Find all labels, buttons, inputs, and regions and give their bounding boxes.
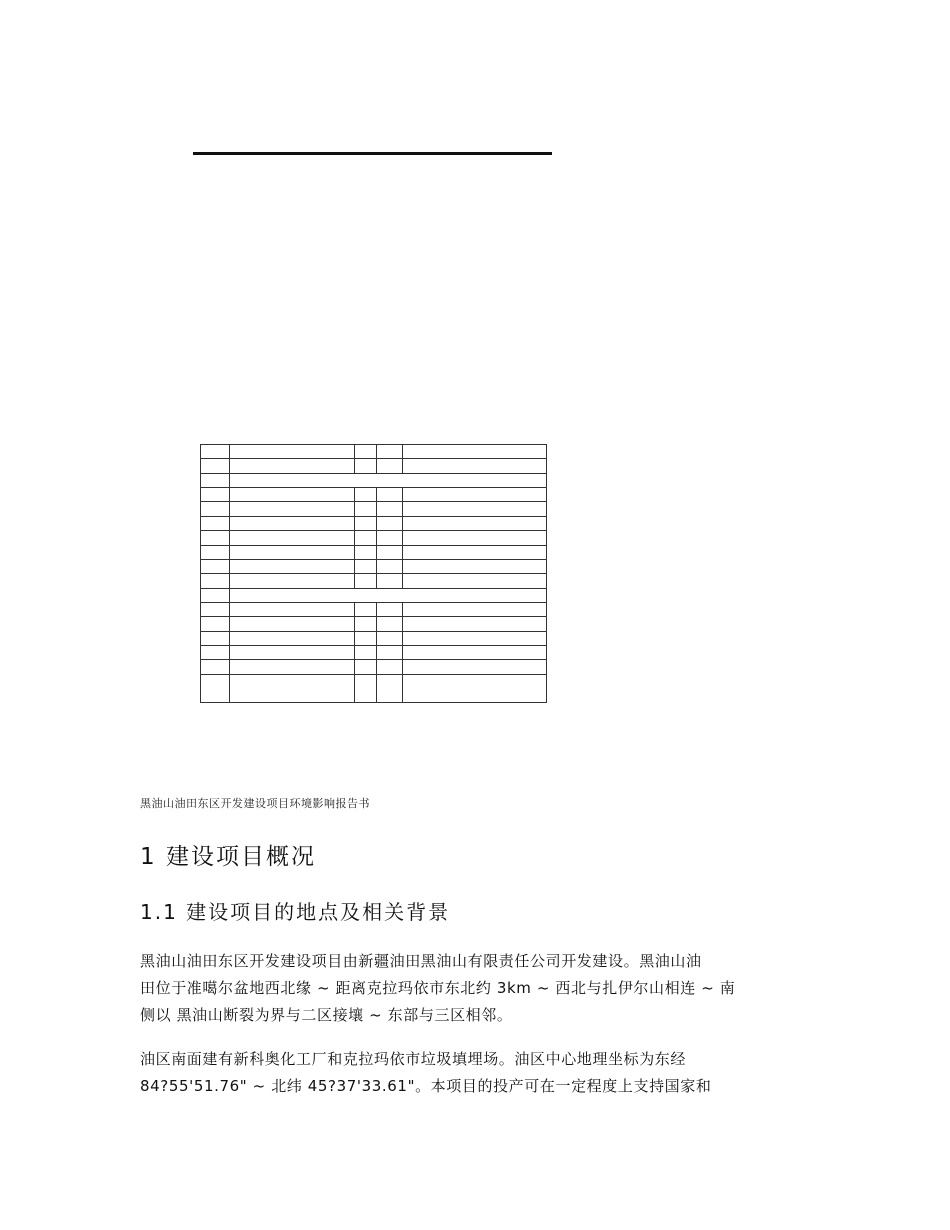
form-table-cell (230, 602, 355, 616)
form-table-row (201, 617, 547, 631)
form-table-cell (201, 660, 230, 674)
paragraph-line: 田位于准噶尔盆地西北缘 ~ 距离克拉玛依市东北约 3km ~ 西北与扎伊尔山相连 ~ 南 (140, 979, 736, 997)
form-table-cell (230, 646, 355, 660)
form-table-cell (377, 602, 403, 616)
form-table-cell (355, 459, 377, 473)
form-table-cell (377, 646, 403, 660)
form-table-cell (403, 445, 547, 459)
form-table-row (201, 445, 547, 459)
form-table-row (201, 646, 547, 660)
form-table-cell (403, 646, 547, 660)
form-table-cell (403, 459, 547, 473)
paragraph-line: 黑油山油田东区开发建设项目由新疆油田黑油山有限责任公司开发建设。黑油山油 (140, 952, 702, 970)
form-table-row (201, 488, 547, 502)
form-table-cell (201, 488, 230, 502)
form-table-cell (403, 602, 547, 616)
form-table-cell (355, 531, 377, 545)
form-table-cell (230, 617, 355, 631)
form-table-cell (403, 660, 547, 674)
form-table-cell (377, 559, 403, 573)
paragraph-location (140, 948, 812, 1029)
form-table-cell (377, 574, 403, 588)
form-table-cell (230, 545, 355, 559)
form-table-cell (403, 516, 547, 530)
form-table-body (201, 445, 547, 703)
form-table-cell (230, 574, 355, 588)
form-table-cell (377, 488, 403, 502)
form-table-cell (355, 617, 377, 631)
form-table-cell (201, 631, 230, 645)
form-table-cell (377, 445, 403, 459)
form-table-cell (355, 559, 377, 573)
form-table-row (201, 559, 547, 573)
form-table-cell (230, 559, 355, 573)
form-table-cell (201, 545, 230, 559)
form-table-cell (230, 445, 355, 459)
form-table-cell (230, 674, 355, 702)
form-table-cell (377, 631, 403, 645)
form-table-cell (201, 473, 230, 487)
form-table-cell (201, 602, 230, 616)
paragraph-line: 84?55'51.76" ~ 北纬 45?37'33.61"。本项目的投产可在一定程度上支持国家和 (140, 1077, 712, 1095)
form-table-cell (355, 602, 377, 616)
form-table-cell (355, 660, 377, 674)
title-rule (193, 152, 552, 155)
form-table-cell (355, 674, 377, 702)
form-table-cell (230, 502, 355, 516)
form-table-cell (403, 545, 547, 559)
form-table-cell (403, 531, 547, 545)
form-table-cell (355, 488, 377, 502)
chapter-heading: 1 建设项目概况 (140, 844, 316, 870)
form-table-cell (230, 488, 355, 502)
form-table-cell (403, 674, 547, 702)
form-table-cell (403, 502, 547, 516)
paragraph-line: 侧以 黑油山断裂为界与二区接壤 ~ 东部与三区相邻。 (140, 1006, 513, 1024)
form-table-cell (403, 617, 547, 631)
form-table-cell (230, 631, 355, 645)
form-table-cell (355, 445, 377, 459)
form-table-cell (230, 516, 355, 530)
form-table-cell (355, 502, 377, 516)
form-table-cell (403, 559, 547, 573)
form-table-row (201, 516, 547, 530)
form-table-cell (355, 574, 377, 588)
form-table-cell (403, 488, 547, 502)
form-table-cell (230, 660, 355, 674)
form-table-cell (377, 617, 403, 631)
form-table-cell (377, 674, 403, 702)
form-table-cell (201, 516, 230, 530)
form-table-row (201, 545, 547, 559)
form-table-row (201, 602, 547, 616)
form-table-row (201, 531, 547, 545)
running-header: 黑油山油田东区开发建设项目环境影响报告书 (140, 797, 370, 810)
form-table-cell (403, 574, 547, 588)
form-table-row (201, 459, 547, 473)
form-table-row (201, 660, 547, 674)
form-table-cell (377, 502, 403, 516)
form-table-cell (201, 459, 230, 473)
form-table-cell (230, 473, 547, 487)
form-table-cell (355, 631, 377, 645)
form-table-row (201, 674, 547, 702)
form-table-cell (201, 574, 230, 588)
form-table-cell (355, 516, 377, 530)
form-table-row (201, 502, 547, 516)
form-table-row (201, 631, 547, 645)
form-table-cell (377, 545, 403, 559)
form-table-cell (230, 588, 547, 602)
form-table-cell (377, 660, 403, 674)
paragraph-surroundings (140, 1046, 812, 1100)
form-table-cell (355, 646, 377, 660)
form-table-cell (201, 588, 230, 602)
form-table-cell (230, 531, 355, 545)
form-table-cell (201, 617, 230, 631)
form-table-cell (201, 646, 230, 660)
blank-form-table (200, 444, 547, 703)
paragraph-line: 油区南面建有新科奥化工厂和克拉玛依市垃圾填埋场。油区中心地理坐标为东经 (140, 1050, 687, 1068)
form-table-cell (230, 459, 355, 473)
form-table-cell (201, 445, 230, 459)
form-table-cell (355, 545, 377, 559)
form-table-cell (201, 674, 230, 702)
form-table-cell (403, 631, 547, 645)
form-table-cell (201, 559, 230, 573)
section-heading: 1.1 建设项目的地点及相关背景 (140, 900, 451, 924)
form-table-cell (377, 531, 403, 545)
form-table-cell (377, 516, 403, 530)
form-table-row (201, 574, 547, 588)
form-table-row (201, 473, 547, 487)
form-table-row (201, 588, 547, 602)
form-table-cell (201, 502, 230, 516)
form-table-cell (201, 531, 230, 545)
form-table-cell (377, 459, 403, 473)
